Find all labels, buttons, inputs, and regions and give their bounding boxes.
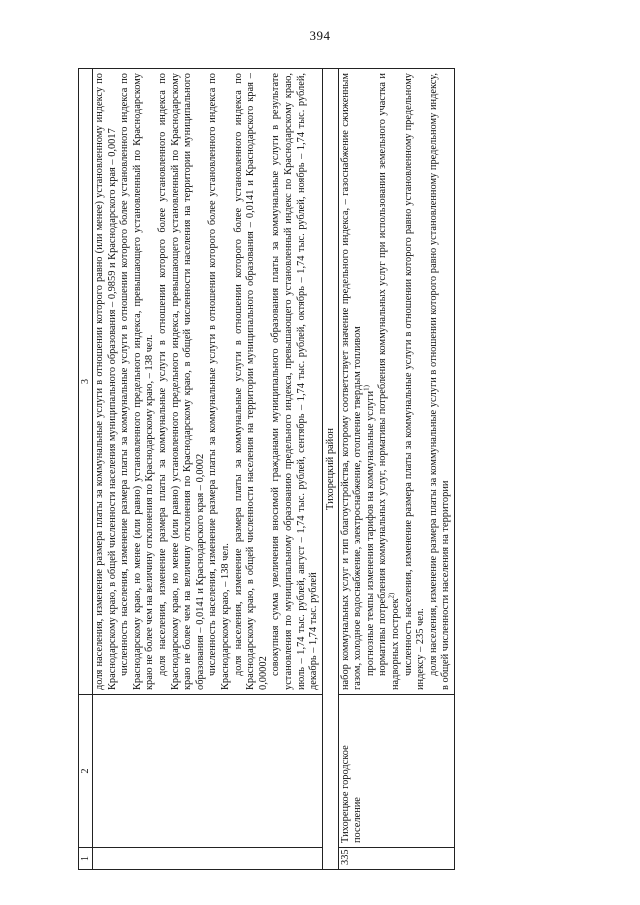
- footnote-mark: 1): [362, 385, 371, 391]
- table-row: [338, 69, 454, 870]
- paragraph: численность населения, изменение размера платы за коммунальные услуги в отношении которого более установленного индекса по Краснодарскому краю, – 138 чел.: [207, 73, 231, 690]
- indices-table: [78, 68, 455, 870]
- header-col-1: 1: [79, 848, 93, 870]
- cell-indicators-continued: [93, 69, 323, 695]
- row-number: 335: [338, 848, 454, 870]
- page-number: 394: [309, 28, 331, 43]
- header-col-3: 3: [79, 69, 93, 695]
- table-row-continued: [93, 69, 323, 870]
- paragraph: доля населения, изменение размера платы за коммунальные услуги в отношении которого более установленного индекса по Краснодарскому краю, но менее (или равно) установленного предельного индекса, превышающего установленный по Краснодарскому краю не более чем на величину отклонения по Краснодарскому краю, в общей численности населения на территории муниципального образования – 0,0141 и Краснодарского края – 0,0002: [156, 73, 206, 690]
- district-title: Тихорецкий район: [322, 69, 338, 870]
- footnote-mark: 2): [387, 592, 396, 599]
- rotated-table-frame: [78, 68, 597, 870]
- cell-number-empty: [93, 848, 323, 870]
- table-header-row: [79, 69, 93, 870]
- rotated-table-content: [78, 68, 597, 870]
- paragraph: доля населения, изменение размера платы за коммунальные услуги в отношении которого более установленного индекса по Краснодарскому краю, в общей численности населения на территории муниципального образования – 0,0141 и Краснодарского края – 0,00002: [232, 73, 269, 690]
- paragraph: доля населения, изменение размера платы за коммунальные услуги в отношении которого равно (или менее) установленному индексу по Краснодарскому краю, в общей численности населения муниципального образования – 0,9859 и Краснодарского края – 0,0017: [94, 73, 118, 690]
- paragraph: численность населения, изменение размера платы за коммунальные услуги в отношении которого равно установленному предельному индексу – 235 чел.: [402, 73, 427, 690]
- paragraph: совокупная сумма увеличения вносимой гражданами муниципального образования платы за коммунальные услуги в результате установления по муниципальному образованию предельного индекса, превышающего установленный индекс по Краснодарскому краю, июль – 1,74 тыс. рублей, август – 1,74 тыс. рублей, сентябрь – 1,74 тыс. рублей, октябрь – 1,74 тыс. рублей, ноябрь – 1,74 тыс. рублей, декабрь – 1,74 тыс. рублей: [270, 73, 320, 690]
- header-col-2: 2: [79, 695, 93, 848]
- settlement-name: Тихорецкое городское поселение: [338, 695, 454, 848]
- paragraph-text: нормативы потребления коммунальных услуг, нормативы потребления коммунальных услуг при использовании земельного участка и надворных построек: [377, 73, 402, 690]
- paragraph: [362, 73, 378, 690]
- paragraph: численность населения, изменение размера платы за коммунальные услуги в отношении которого более установленного индекса по Краснодарскому краю, но менее (или равно) установленного предельного индекса, превышающего установленный по Краснодарскому краю не более чем на величину отклонения по Краснодарскому краю, – 138 чел.: [119, 73, 156, 690]
- district-row: [322, 69, 338, 870]
- paragraph: [377, 73, 402, 690]
- paragraph-text: прогнозные темпы изменения тарифов на коммунальные услуги: [364, 390, 376, 676]
- cell-name-empty: [93, 695, 323, 848]
- paragraph: набор коммунальных услуг и тип благоустройства, которому соответствует значение предельного индекса, – газоснабжение сжиженным газом, холодное водоснабжение, электроснабжение, отопление твердым топливом: [339, 73, 364, 690]
- cell-indicators: [338, 69, 454, 695]
- paragraph: доля населения, изменение размера платы за коммунальные услуги в отношении которого равно установленному предельному индексу, в общей численности населения на территории: [427, 73, 452, 690]
